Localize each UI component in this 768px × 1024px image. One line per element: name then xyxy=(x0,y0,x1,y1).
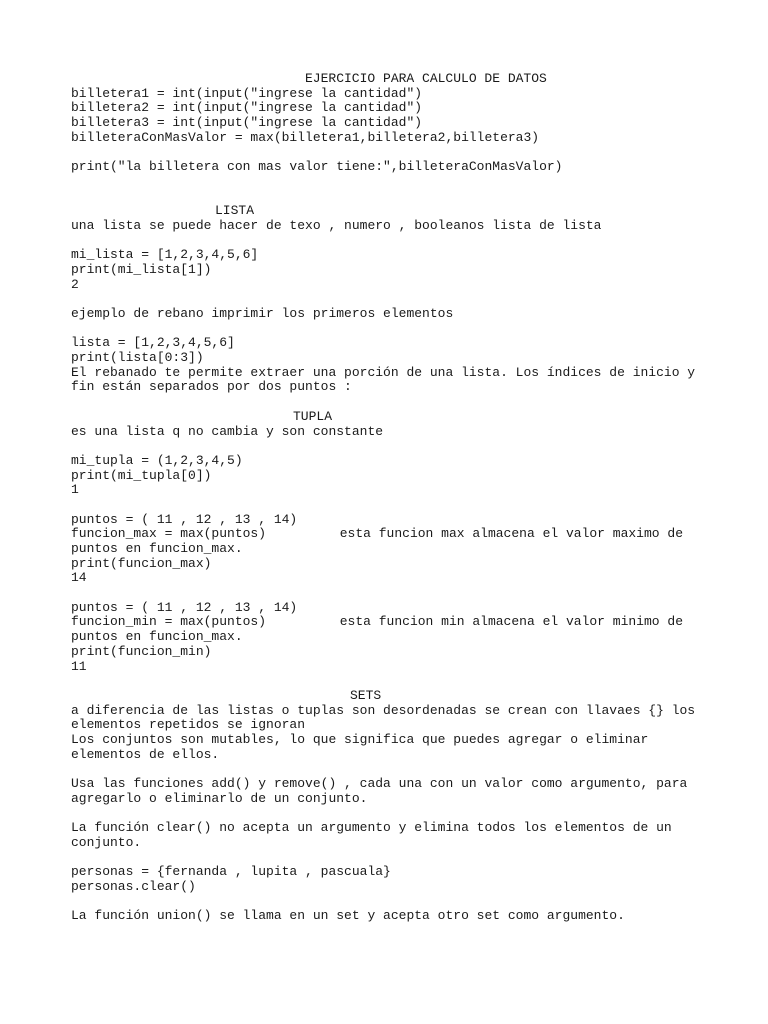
code-line: print(lista[0:3]) xyxy=(71,350,204,366)
code-output: 11 xyxy=(71,658,87,674)
paragraph-line: una lista se puede hacer de texo , numero , booleanos lista de lista xyxy=(71,217,602,233)
code-line: funcion_max = max(puntos) xyxy=(71,526,267,542)
tupla-heading: TUPLA xyxy=(293,408,333,424)
paragraph-line: es una lista q no cambia y son constante xyxy=(71,423,384,439)
comment-text: esta funcion max almacena el valor maximo de xyxy=(339,526,683,542)
paragraph-line: La función union() se llama en un set y acepta otro set como argumento. xyxy=(71,908,625,924)
paragraph-line: puntos en funcion_max. xyxy=(71,629,243,645)
paragraph-line: El rebanado te permite extraer una porción de una lista. Los índices de inicio y xyxy=(71,364,696,380)
paragraph-line: ejemplo de rebano imprimir los primeros elementos xyxy=(71,306,454,322)
code-line: billeteraConMasValor = max(billetera1,billetera2,billetera3) xyxy=(71,129,540,145)
code-line: personas = {fernanda , lupita , pascuala} xyxy=(71,864,391,880)
paragraph-line: puntos en funcion_max. xyxy=(71,541,243,557)
code-line: billetera3 = int(input("ingrese la cantidad") xyxy=(71,115,423,131)
lista-heading: LISTA xyxy=(215,203,255,219)
code-line: print("la billetera con mas valor tiene:",billeteraConMasValor) xyxy=(71,159,563,175)
paragraph-line: agregarlo o eliminarlo de un conjunto. xyxy=(71,790,368,806)
code-line: billetera1 = int(input("ingrese la cantidad") xyxy=(71,85,423,101)
paragraph-line: a diferencia de las listas o tuplas son desordenadas se crean con llavaes {} los xyxy=(71,702,696,718)
code-line: personas.clear() xyxy=(71,878,196,894)
paragraph-line: La función clear() no acepta un argumento y elimina todos los elementos de un xyxy=(71,820,672,836)
code-output: 14 xyxy=(71,570,87,586)
code-line: lista = [1,2,3,4,5,6] xyxy=(71,335,235,351)
document-page xyxy=(71,71,696,924)
paragraph-line: fin están separados por dos puntos : xyxy=(71,379,352,395)
document-title: EJERCICIO PARA CALCULO DE DATOS xyxy=(305,71,547,86)
paragraph-line: Usa las funciones add() y remove() , cada una con un valor como argumento, para xyxy=(71,776,688,792)
code-line: billetera2 = int(input("ingrese la cantidad") xyxy=(71,100,423,116)
paragraph-line: conjunto. xyxy=(71,834,142,850)
code-line: mi_tupla = (1,2,3,4,5) xyxy=(71,452,243,468)
code-line: print(funcion_max) xyxy=(71,555,212,571)
paragraph-line: Los conjuntos son mutables, lo que significa que puedes agregar o eliminar xyxy=(71,731,649,747)
code-output: 1 xyxy=(71,482,79,498)
paragraph-line: elementos repetidos se ignoran xyxy=(71,717,306,733)
code-line: print(mi_tupla[0]) xyxy=(71,467,212,483)
code-output: 2 xyxy=(71,276,79,292)
paragraph-line: elementos de ellos. xyxy=(71,746,220,762)
comment-text: esta funcion min almacena el valor minimo de xyxy=(339,614,683,630)
code-comment-row xyxy=(71,527,683,542)
code-line: funcion_min = max(puntos) xyxy=(71,614,267,630)
code-line: puntos = ( 11 , 12 , 13 , 14) xyxy=(71,599,298,615)
code-line: puntos = ( 11 , 12 , 13 , 14) xyxy=(71,511,298,527)
sets-heading: SETS xyxy=(350,687,382,703)
code-comment-row xyxy=(71,615,683,630)
code-line: print(mi_lista[1]) xyxy=(71,261,212,277)
code-line: mi_lista = [1,2,3,4,5,6] xyxy=(71,247,259,263)
code-line: print(funcion_min) xyxy=(71,643,212,659)
